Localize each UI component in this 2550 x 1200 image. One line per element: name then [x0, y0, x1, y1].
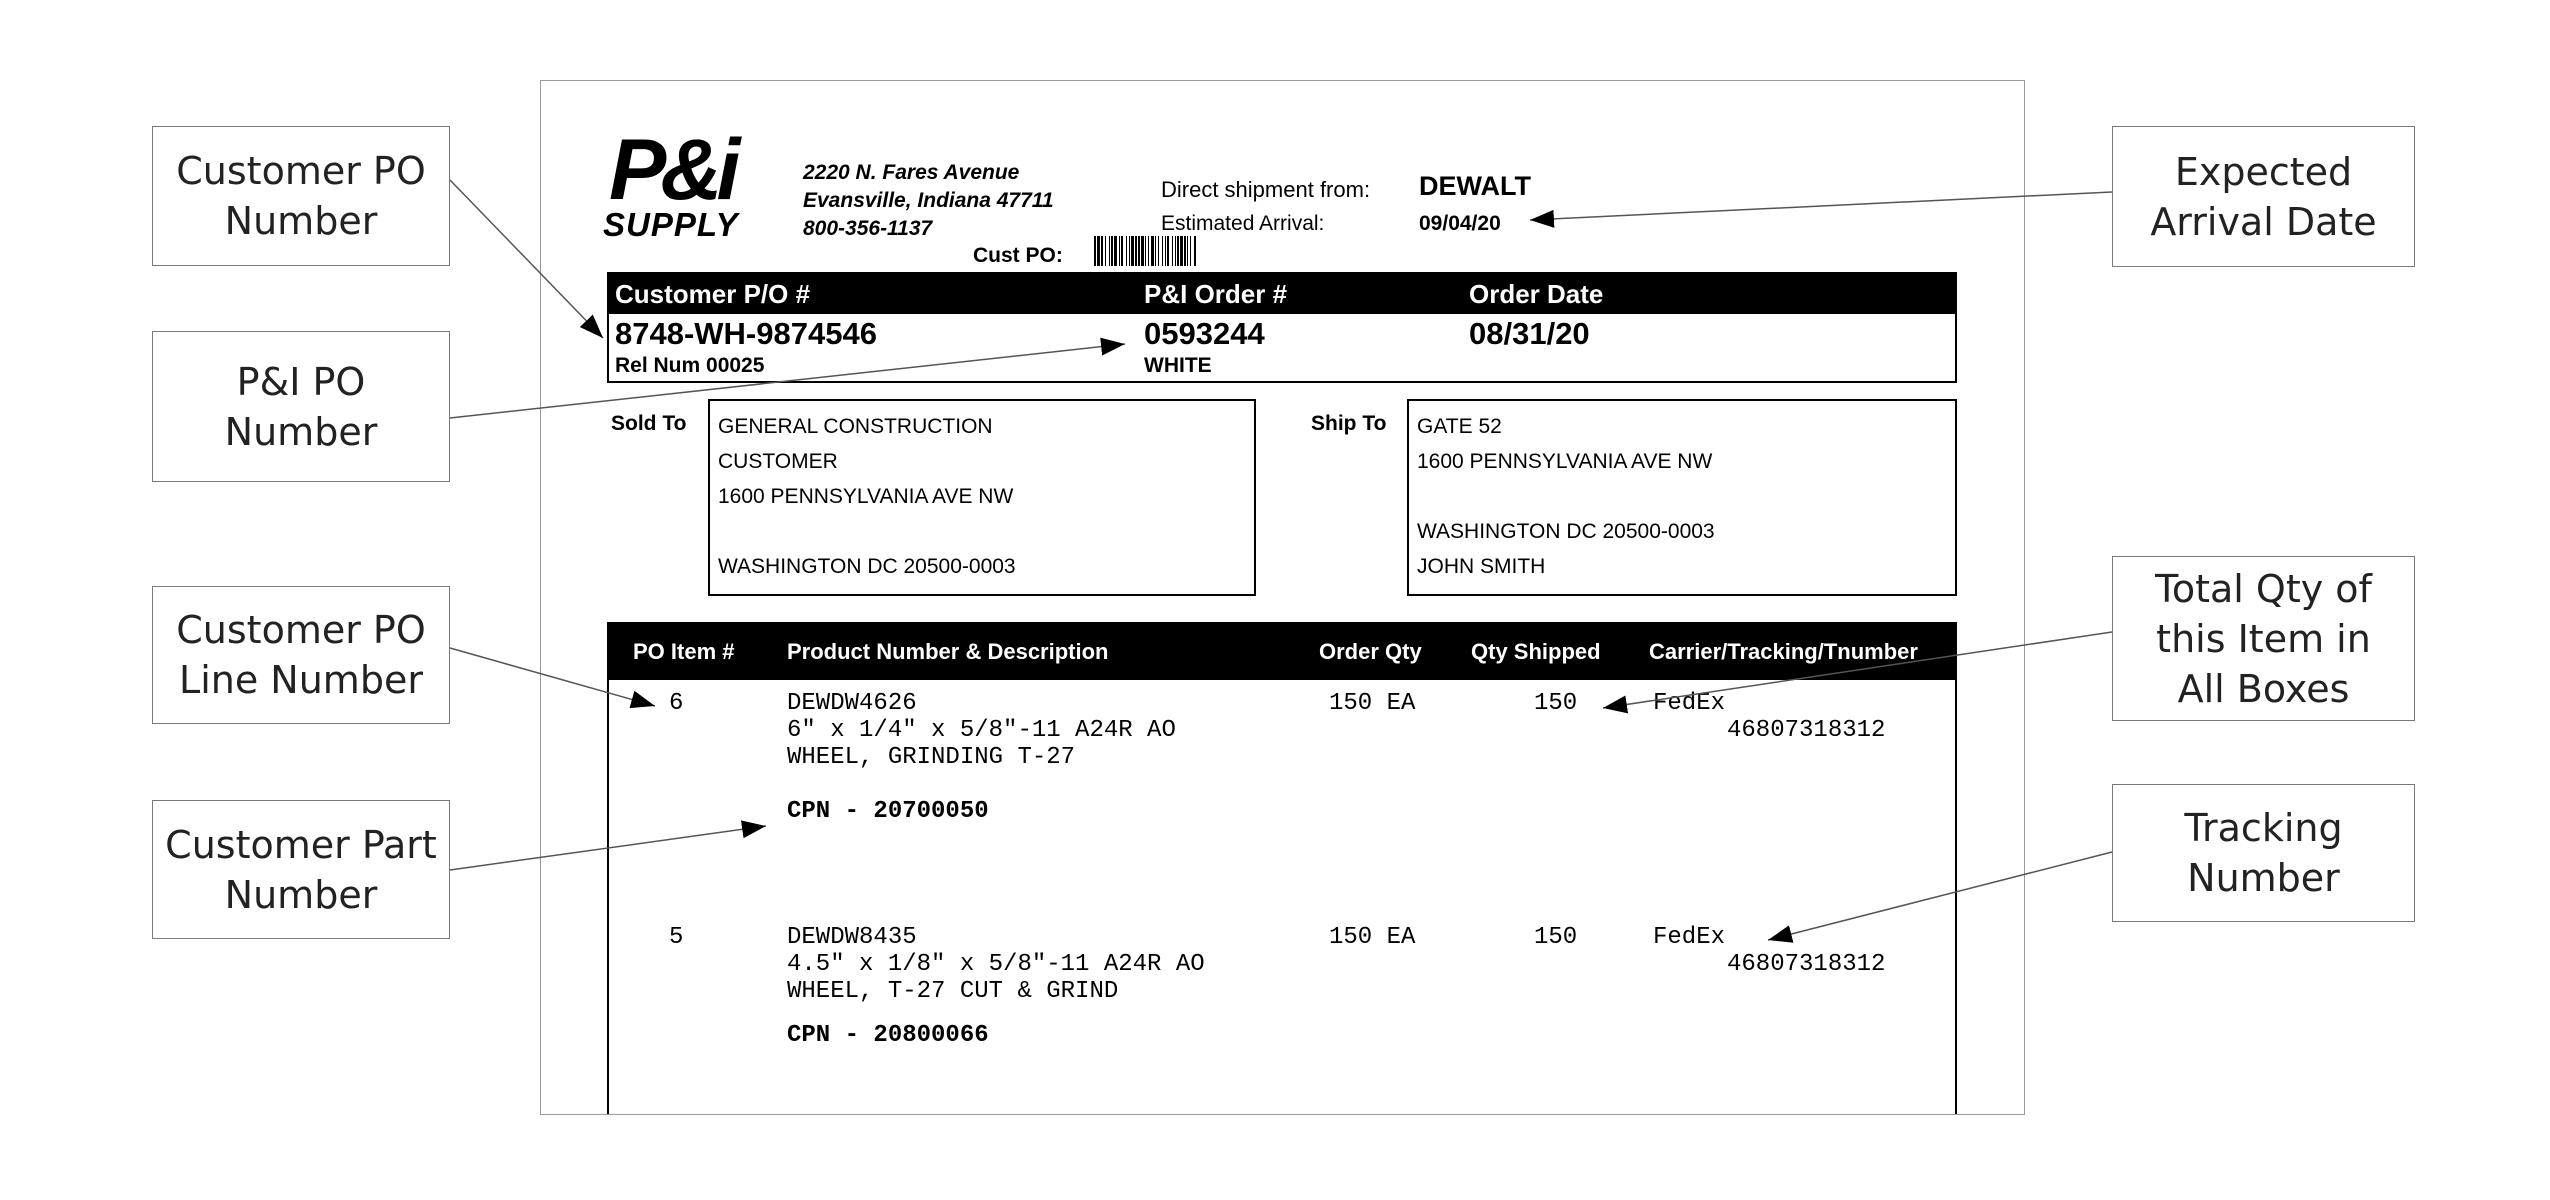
callout-text: Tracking: [2184, 806, 2343, 850]
sold-to-line: WASHINGTON DC 20500-0003: [718, 555, 1016, 578]
callout-text: Total Qty of: [2155, 566, 2372, 611]
sold-to-line: CUSTOMER: [718, 450, 838, 473]
estimated-arrival-label: Estimated Arrival:: [1161, 212, 1325, 235]
logo-mark: P&i: [609, 122, 735, 218]
sold-to-label: Sold To: [611, 412, 687, 435]
callout-text: Number: [224, 199, 378, 243]
callout-text: Number: [224, 872, 378, 917]
leader-expected-arrival-date: [1530, 192, 2112, 220]
address-line: Evansville, Indiana 47711: [803, 189, 1054, 212]
callout-text: Number: [224, 409, 378, 454]
ship-to-line: WASHINGTON DC 20500-0003: [1417, 520, 1715, 543]
product-description: WHEEL, GRINDING T-27: [787, 744, 1076, 771]
qty-shipped-header: Qty Shipped: [1471, 639, 1601, 664]
po-item-number: 6: [669, 690, 684, 717]
pi-order-value: 0593244: [1144, 316, 1265, 351]
sold-to-line: 1600 PENNSYLVANIA AVE NW: [718, 485, 1014, 508]
product-number: DEWDW4626: [787, 690, 917, 717]
address-line: 800-356-1137: [803, 217, 933, 240]
customer-po-header: Customer P/O #: [615, 279, 811, 309]
estimated-arrival-value: 09/04/20: [1419, 212, 1501, 235]
sold-to-line: GENERAL CONSTRUCTION: [718, 415, 993, 438]
product-description: 6" x 1/4" x 5/8"-11 A24R AO: [787, 717, 1176, 744]
callout-text: P&I PO: [236, 359, 366, 404]
callout-text: All Boxes: [2177, 666, 2350, 711]
callout-text: Expected: [2174, 149, 2353, 194]
leader-pi-po-number: [450, 344, 1125, 418]
po-item-number: 5: [669, 924, 684, 951]
product-description: 4.5" x 1/8" x 5/8"-11 A24R AO: [787, 951, 1205, 978]
product-number: DEWDW8435: [787, 924, 917, 951]
customer-part-number: CPN - 20800066: [787, 1022, 989, 1049]
callout-text: Line Number: [179, 658, 423, 702]
po-item-header: PO Item #: [633, 639, 735, 664]
callout-text: Number: [2187, 856, 2340, 900]
leader-total-qty: [1603, 632, 2112, 708]
callout-text: Customer PO: [176, 608, 426, 652]
carrier: FedEx: [1653, 690, 1726, 717]
carrier-header: Carrier/Tracking/Tnumber: [1649, 639, 1918, 664]
ship-to-line: JOHN SMITH: [1417, 555, 1546, 578]
direct-shipment-label: Direct shipment from:: [1161, 177, 1371, 202]
rel-num: Rel Num 00025: [615, 354, 765, 377]
qty-shipped: 150: [1534, 690, 1578, 717]
ship-to-label: Ship To: [1311, 412, 1387, 435]
customer-po-value: 8748-WH-9874546: [615, 316, 877, 351]
ship-to-line: GATE 52: [1417, 415, 1502, 438]
callout-text: Arrival Date: [2150, 199, 2377, 244]
order-qty: 150 EA: [1329, 924, 1416, 951]
product-description: WHEEL, T-27 CUT & GRIND: [787, 978, 1119, 1005]
address-line: 2220 N. Fares Avenue: [803, 161, 1020, 184]
callout-text: Customer Part: [165, 822, 437, 867]
leader-tracking-number: [1768, 852, 2112, 940]
order-date-header: Order Date: [1469, 279, 1604, 309]
leader-customer-po-line-number: [450, 648, 655, 706]
qty-shipped: 150: [1534, 924, 1578, 951]
leader-customer-po-number: [450, 180, 603, 338]
ship-to-line: 1600 PENNSYLVANIA AVE NW: [1417, 450, 1713, 473]
carrier: FedEx: [1653, 924, 1726, 951]
cust-po-label: Cust PO:: [973, 244, 1063, 267]
callout-text: this Item in: [2156, 616, 2371, 661]
leader-customer-part-number: [450, 826, 766, 870]
order-qty: 150 EA: [1329, 690, 1416, 717]
customer-part-number: CPN - 20700050: [787, 798, 989, 825]
order-date-value: 08/31/20: [1469, 316, 1590, 351]
order-qty-header: Order Qty: [1319, 639, 1422, 664]
pi-order-sub: WHITE: [1144, 354, 1212, 377]
tracking-number: 46807318312: [1727, 717, 1886, 744]
logo-wordmark: SUPPLY: [603, 206, 739, 243]
callout-text: Customer PO: [176, 149, 426, 193]
direct-shipment-value: DEWALT: [1419, 171, 1531, 201]
pi-order-header: P&I Order #: [1144, 279, 1288, 309]
product-header: Product Number & Description: [787, 639, 1109, 664]
tracking-number: 46807318312: [1727, 951, 1886, 978]
